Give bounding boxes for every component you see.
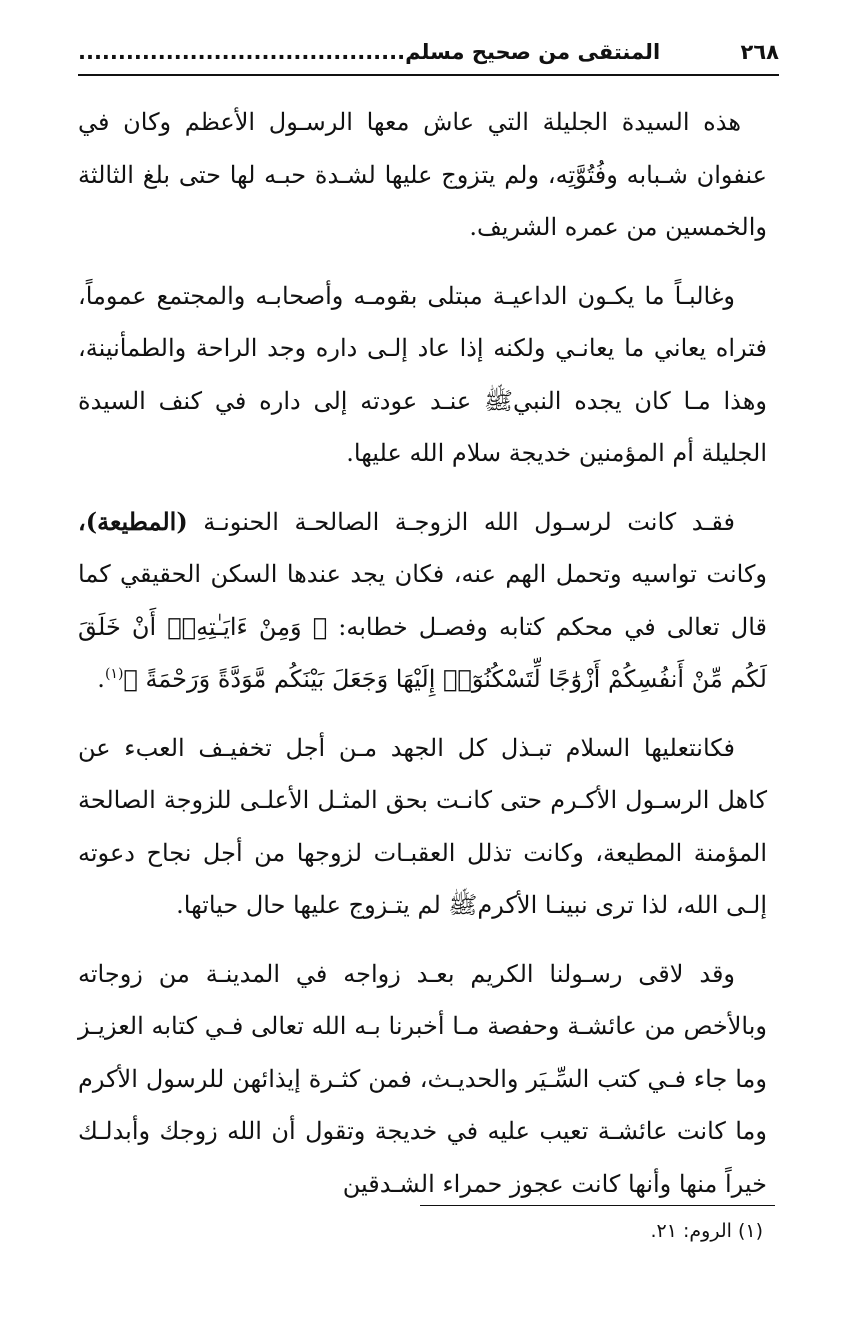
page-number: ٢٦٨	[740, 40, 779, 64]
emphasis-text: (المطيعة)،	[78, 506, 188, 536]
paragraph-1: هذه السيدة الجليلة التي عاش معها الرسـول الأعظم وكان في عنفوان شـبابه وفُتُوَّتِه، ولم يتزوج عليها لشـدة حبـه لها حتى بلغ الثالثة والخمسين من عمره الشريف.	[78, 108, 767, 241]
footnote-rule	[420, 1205, 775, 1206]
footnote: (١) الروم: ٢١.	[650, 1220, 763, 1242]
header-rule	[78, 74, 779, 76]
paragraph-4: فكانتعليها السلام تبـذل كل الجهد مـن أجل تخفيـف العبء عن كاهل الرسـول الأكـرم حتى كانـت بحق المثـل الأعلـى للزوجة الصالحة المؤمنة المطيعة، وكانت تذلل العقبـات لزوجها من أجل نجاح دعوته إلـى الله، لذا ترى نبينـا الأكرمﷺ لم يتـزوج عليها حال حياتها.	[78, 733, 767, 919]
paragraph-2: وغالبـاً ما يكـون الداعيـة مبتلى بقومـه وأصحابـه والمجتمع عموماً، فتراه يعاني ما يعانـي ولكنه إذا عاد إلـى داره وجد الراحة والطمأنينة، وهذا مـا كان يجده النبيﷺ عنـد عودته إلى داره في كنف السيدة الجليلة أم المؤمنين خديجة سلام الله عليها.	[78, 281, 767, 467]
footnote-mark: (١)	[104, 666, 124, 682]
running-title: المنتقى من صحيح مسلم.........................................	[78, 40, 661, 64]
paragraph-5: وقد لاقى رسـولنا الكريم بعـد زواجه في المدينـة من زوجاته وبالأخص من عائشـة وحفصة مـا أخبرنا بـه الله تعالى فـي كتابه العزيـز وما جاء فـي كتب السِّـيَر والحديـث، فمن كثـرة إيذائهن للرسول الأكرم وما كانت عائشـة تعيب عليه في خديجة وتقول أن الله زوجك وأبدلـك خيراً منها وأنها كانت عجوز حمراء الشـدقين	[78, 959, 767, 1198]
paragraph-3: فقـد كانت لرسـول الله الزوجـة الصالحـة الحنونـة (المطيعة)، وكانت تواسيه وتحمل الهم عنه، فكان يجد عندها السكن الحقيقي كما قال تعالى في محكم كتابه وفصـل خطابه: ﴿ وَمِنْ ءَايَـٰتِهِۦٓ أَنْ خَلَقَ لَكُم مِّنْ أَنفُسِكُمْ أَزْوَٰجًا لِّتَسْكُنُوٓا۟ إِلَيْهَا وَجَعَلَ بَيْنَكُم مَّوَدَّةً وَرَحْمَةً ﴾$^{(١)}$.	[78, 506, 767, 693]
page-header	[78, 32, 779, 72]
quran-verse: ﴿ وَمِنْ ءَايَـٰتِهِۦٓ أَنْ خَلَقَ لَكُم مِّنْ أَنفُسِكُمْ أَزْوَٰجًا لِّتَسْكُنُوٓا۟ إِلَيْهَا وَجَعَلَ بَيْنَكُم مَّوَدَّةً وَرَحْمَةً ﴾	[78, 612, 767, 693]
page-body	[78, 96, 767, 1226]
